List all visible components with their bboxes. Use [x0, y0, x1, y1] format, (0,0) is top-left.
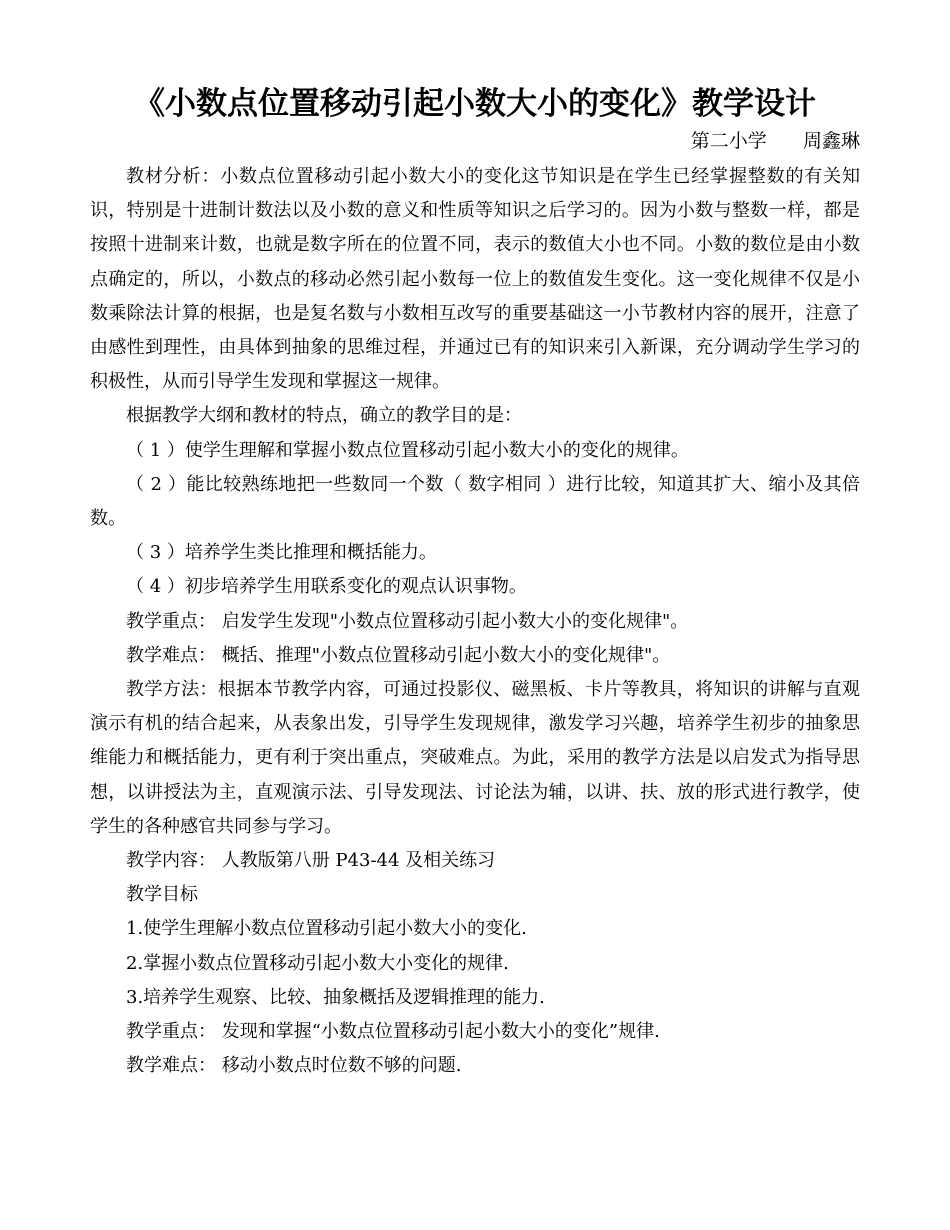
- paragraph-goal-2: 2.掌握小数点位置移动引起小数大小变化的规律.: [126, 952, 509, 974]
- paragraph-teaching-goals-heading: 教学目标: [126, 884, 198, 906]
- paragraph-objective-3: （ 3 ）培养学生类比推理和概括能力。: [126, 542, 437, 564]
- paragraph-teaching-content: 教学内容： 人教版第八册 P43-44 及相关练习: [126, 850, 496, 872]
- paragraph-objective-2: （ 2 ）能比较熟练地把一些数同一个数（ 数字相同 ）进行比较，知道其扩大、缩小及其倍数。: [90, 473, 860, 530]
- document-body: [90, 160, 860, 1083]
- paragraph-textbook-analysis: 教材分析：小数点位置移动引起小数大小的变化这节知识是在学生已经掌握整数的有关知识，特别是十进制计数法以及小数的意义和性质等知识之后学习的。因为小数与整数一样，都是按照十进制来计数，也就是数字所在的位置不同，表示的数值大小也不同。小数的数位是由小数点确定的，所以，小数点的移动必然引起小数每一位上的数值发生变化。这一变化规律不仅是小数乘除法计算的根据，也是复名数与小数相互改写的重要基础这一小节教材内容的展开，注意了由感性到理性，由具体到抽象的思维过程，并通过已有的知识来引入新课，充分调动学生学习的积极性，从而引导学生发现和掌握这一规律。: [90, 166, 860, 393]
- paragraph-goal-1: 1.使学生理解小数点位置移动引起小数大小的变化.: [126, 918, 527, 940]
- paragraph-teaching-method: 教学方法：根据本节教学内容，可通过投影仪、磁黑板、卡片等教具，将知识的讲解与直观演示有机的结合起来，从表象出发，引导学生发现规律，激发学习兴趣，培养学生初步的抽象思维能力和概括能力，更有利于突出重点，突破难点。为此，采用的教学方法是以启发式为指导思想，以讲授法为主，直观演示法、引导发现法、讨论法为辅，以讲、扶、放的形式进行教学，使学生的各种感官共同参与学习。: [90, 679, 860, 837]
- paragraph-goal-3: 3.培养学生观察、比较、抽象概括及逻辑推理的能力.: [126, 986, 545, 1008]
- paragraph-objective-4: （ 4 ）初步培养学生用联系变化的观点认识事物。: [126, 576, 527, 598]
- paragraph-objectives-intro: 根据教学大纲和教材的特点，确立的教学目的是：: [126, 405, 522, 427]
- paragraph-difficulty: 教学难点： 概括、推理"小数点位置移动引起小数大小的变化规律"。: [126, 644, 671, 666]
- paragraph-objective-1: （ 1 ）使学生理解和掌握小数点位置移动引起小数大小的变化的规律。: [126, 439, 689, 461]
- author-line: 第二小学 周鑫琳: [690, 130, 860, 152]
- document-title: 《小数点位置移动引起小数大小的变化》教学设计: [134, 86, 816, 122]
- paragraph-key-point-2: 教学重点： 发现和掌握“小数点位置移动引起小数大小的变化”规律.: [126, 1021, 660, 1043]
- paragraph-difficulty-2: 教学难点： 移动小数点时位数不够的问题.: [126, 1055, 462, 1077]
- paragraph-key-point: 教学重点： 启发学生发现"小数点位置移动引起小数大小的变化规律"。: [126, 610, 689, 632]
